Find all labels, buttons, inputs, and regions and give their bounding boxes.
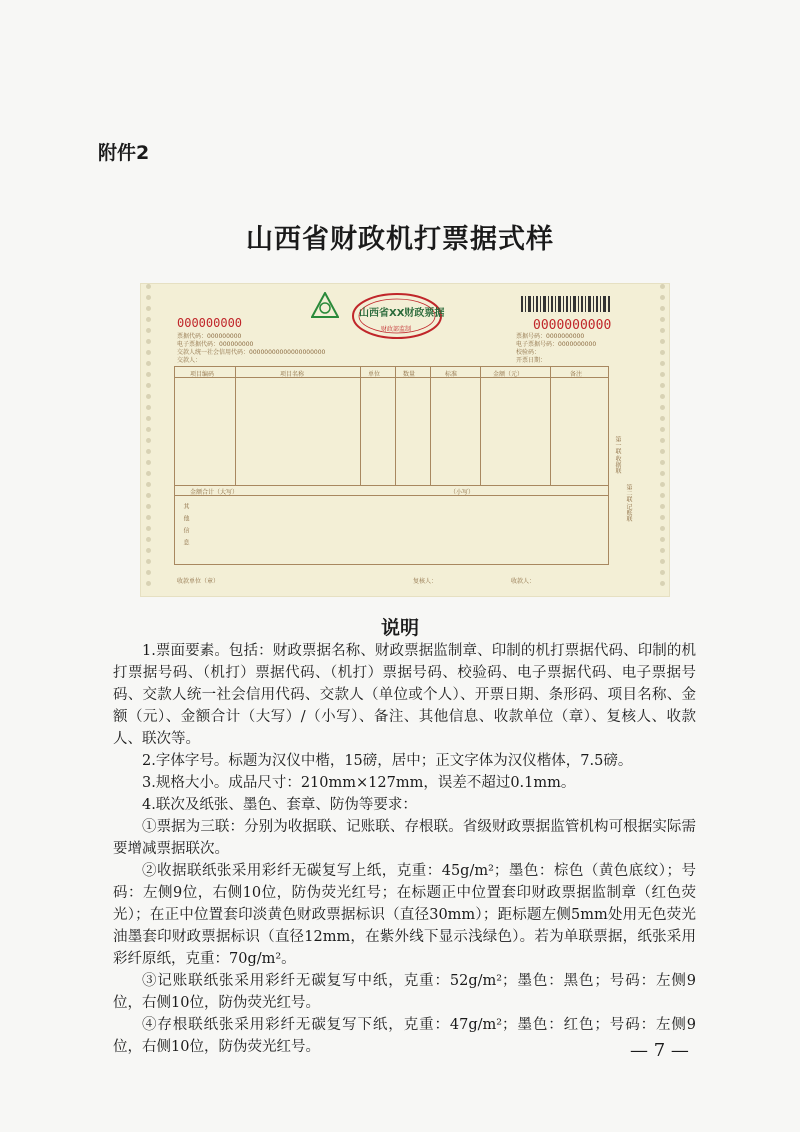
totals-block — [174, 485, 609, 565]
other-info: 其他信息 — [182, 503, 189, 551]
receiver-unit: 收款单位（章） — [177, 578, 220, 585]
perforation-hole — [146, 372, 151, 377]
col-note: 备注 — [570, 371, 583, 378]
paragraph-3: 3.规格大小。成品尺寸：210mm×127mm，误差不超过0.1mm。 — [142, 775, 576, 791]
total-label: 金额合计（大写） — [190, 489, 239, 496]
perforation-hole — [146, 295, 151, 300]
perforation-hole — [146, 284, 151, 289]
perforation-hole — [146, 493, 151, 498]
perforation-hole — [146, 383, 151, 388]
explanation-text — [113, 640, 696, 1058]
perforation-hole — [660, 350, 665, 355]
perforation-right — [657, 284, 667, 596]
side-copy-2: 第二联 记账联 — [625, 484, 632, 522]
perforation-hole — [146, 460, 151, 465]
perforation-hole — [146, 537, 151, 542]
perforation-hole — [146, 405, 151, 410]
field-right-3: 校验码： — [516, 349, 541, 356]
perforation-hole — [660, 515, 665, 520]
perforation-hole — [146, 361, 151, 366]
perforation-hole — [660, 460, 665, 465]
paragraph-1: 1.票面要素。包括：财政票据名称、财政票据监制章、印制的机打票据代码、印制的机打票据号码、（机打）票据代码、（机打）票据号码、校验码、电子票据代码、电子票据号码、交款人统一社会信用代码、交款人（单位或个人）、开票日期、条形码、项目名称、金额（元）、金额合计（大写）/（小写）、备注、其他信息、收款单位（章）、复核人、收款人、联次等。 — [113, 643, 696, 747]
perforation-hole — [146, 515, 151, 520]
seal-text: 财政部监制 — [381, 326, 412, 333]
paragraph-6: ②收据联纸张采用彩纤无碳复写上纸，克重：45g/m²；墨色：棕色（黄色底纹）；号码：左侧9位，右侧10位，防伪荧光红号；在标题正中位置套印财政票据监制章（红色荧光）；在正中位置套印淡黄色财政票据标识（直径30mm）；距标题左侧5mm处用无色荧光油墨套印财政票据标识（直径12mm，在紫外线下显示浅绿色）。若为单联票据，纸张采用彩纤原纸，克重：70g/m²。 — [113, 863, 696, 967]
attachment-label: 附件2 — [98, 142, 150, 164]
paragraph-4: 4.联次及纸张、墨色、套章、防伪等要求： — [142, 797, 417, 813]
paragraph-5: ①票据为三联：分别为收据联、记账联、存根联。省级财政票据监管机构可根据实际需要增减票据联次。 — [113, 819, 696, 857]
total-small: （小写） — [450, 489, 475, 496]
field-left-4: 交款人： — [177, 357, 202, 364]
perforation-hole — [146, 339, 151, 344]
side-copy-1: 第一联 收据联 — [614, 436, 621, 474]
perforation-hole — [660, 328, 665, 333]
perforation-hole — [146, 504, 151, 509]
perforation-hole — [660, 526, 665, 531]
field-right-1: 票据号码：0000000000 — [516, 333, 585, 340]
perforation-hole — [146, 471, 151, 476]
collector: 收款人： — [511, 578, 536, 585]
col-code: 项目编码 — [190, 371, 215, 378]
perforation-hole — [660, 394, 665, 399]
perforation-hole — [146, 328, 151, 333]
perforation-hole — [146, 548, 151, 553]
col-qty: 数量 — [403, 371, 416, 378]
field-left-2: 电子票据代码：000000000 — [177, 341, 254, 348]
perforation-hole — [146, 570, 151, 575]
col-std: 标准 — [445, 371, 458, 378]
page-number: — 7 — — [630, 1040, 689, 1061]
paragraph-8: ④存根联纸张采用彩纤无碳复写下纸，克重：47g/m²；墨色：红色；号码：左侧9位，右侧10位，防伪荧光红号。 — [113, 1017, 696, 1055]
perforation-left — [143, 284, 153, 596]
perforation-hole — [660, 482, 665, 487]
perforation-hole — [660, 416, 665, 421]
section-title: 说明 — [380, 617, 419, 639]
perforation-hole — [146, 394, 151, 399]
col-amount: 金额（元） — [493, 371, 524, 378]
barcode-icon — [521, 296, 613, 312]
perforation-hole — [660, 493, 665, 498]
perforation-hole — [146, 427, 151, 432]
perforation-hole — [660, 548, 665, 553]
perforation-hole — [146, 482, 151, 487]
perforation-hole — [660, 306, 665, 311]
col-unit: 单位 — [368, 371, 381, 378]
perforation-hole — [660, 570, 665, 575]
perforation-hole — [660, 504, 665, 509]
perforation-hole — [660, 537, 665, 542]
right-number: 0000000000 — [533, 318, 612, 333]
paragraph-7: ③记账联纸张采用彩纤无碳复写中纸，克重：52g/m²；墨色：黑色；号码：左侧9位，右侧10位，防伪荧光红号。 — [113, 973, 696, 1011]
perforation-hole — [660, 383, 665, 388]
perforation-hole — [146, 438, 151, 443]
page-title: 山西省财政机打票据式样 — [246, 224, 554, 255]
perforation-hole — [660, 581, 665, 586]
field-right-4: 开票日期： — [516, 357, 547, 364]
perforation-hole — [660, 438, 665, 443]
perforation-hole — [146, 559, 151, 564]
perforation-hole — [146, 416, 151, 421]
perforation-hole — [660, 284, 665, 289]
reviewer: 复核人： — [413, 578, 438, 585]
perforation-hole — [146, 350, 151, 355]
field-right-2: 电子票据号码：0000000000 — [516, 341, 597, 348]
perforation-hole — [660, 449, 665, 454]
perforation-hole — [660, 427, 665, 432]
perforation-hole — [660, 317, 665, 322]
field-left-1: 票据代码：000000000 — [177, 333, 242, 340]
perforation-hole — [146, 317, 151, 322]
field-left-3: 交款人统一社会信用代码：00000000000000000000 — [177, 349, 326, 356]
items-table — [174, 366, 609, 486]
receipt-name: 山西省XX财政票据 — [359, 308, 445, 319]
perforation-hole — [146, 526, 151, 531]
perforation-hole — [660, 295, 665, 300]
fiscal-emblem-icon — [311, 292, 339, 318]
perforation-hole — [660, 405, 665, 410]
perforation-hole — [660, 559, 665, 564]
paragraph-2: 2.字体字号。标题为汉仪中楷，15磅，居中；正文字体为汉仪楷体，7.5磅。 — [142, 753, 633, 769]
receipt-sample-image — [140, 283, 670, 597]
perforation-hole — [660, 339, 665, 344]
col-name: 项目名称 — [280, 371, 305, 378]
perforation-hole — [660, 372, 665, 377]
perforation-hole — [660, 471, 665, 476]
perforation-hole — [146, 449, 151, 454]
left-number: 000000000 — [177, 316, 243, 330]
perforation-hole — [146, 306, 151, 311]
perforation-hole — [660, 361, 665, 366]
perforation-hole — [146, 581, 151, 586]
